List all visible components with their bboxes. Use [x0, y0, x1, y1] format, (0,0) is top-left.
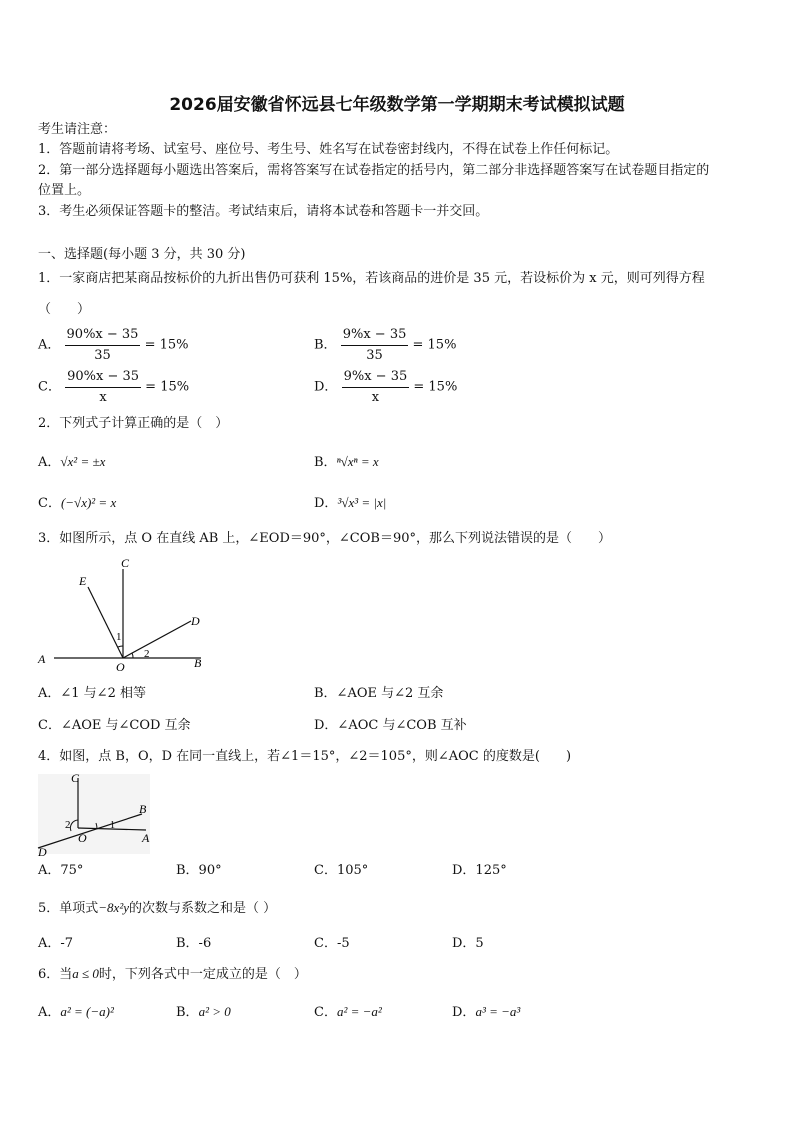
q6-stem: 6．当a ≤ 0时，下列各式中一定成立的是（ ） [38, 966, 307, 982]
q4-label-b: B [139, 802, 147, 816]
q4-figure [34, 770, 154, 860]
q4-label-2: 2 [65, 819, 71, 831]
q4-option-a[interactable]: A．75° [38, 863, 84, 878]
q4-option-d[interactable]: D．125° [452, 863, 507, 878]
q3-label-o: O [116, 660, 125, 674]
q3-option-a[interactable]: A．∠1 与∠2 相等 [38, 686, 146, 701]
q2-option-b[interactable]: B．ⁿ√xⁿ = x [314, 454, 379, 470]
q2-stem: 2．下列式子计算正确的是（ ） [38, 416, 229, 431]
notice-heading: 考生请注意： [38, 122, 117, 137]
q1-a-fraction: $\frac{90\%x - 35}{35}$ [66, 327, 139, 363]
q4-label-c: C [71, 771, 80, 785]
q4-label-1: 1 [110, 820, 115, 831]
q6-option-c[interactable]: C．a² = −a² [314, 1004, 382, 1020]
q5-option-c[interactable]: C．-5 [314, 936, 350, 951]
q6-condition: a ≤ 0 [72, 966, 99, 981]
q1-option-b[interactable]: B． $\frac{9\%x - 35}{35}$ = 15% [314, 325, 456, 366]
q1-c-fraction: $\frac{90\%x - 35}{x}$ [67, 369, 140, 405]
q1-b-fraction: $\frac{9\%x - 35}{35}$ [342, 327, 407, 363]
q4-option-c[interactable]: C．105° [314, 863, 369, 878]
q1-option-d[interactable]: D． $\frac{9\%x - 35}{x}$ = 15% [314, 367, 457, 408]
q1-d-fraction: $\frac{9\%x - 35}{x}$ [343, 369, 408, 405]
q4-stem: 4．如图，点 B，O，D 在同一直线上，若∠1＝15°，∠2＝105°，则∠AOC 的度数是( ) [38, 749, 572, 764]
notice-item-2: 2．第一部分选择题每小题选出答案后，需将答案写在试卷指定的括号内，第二部分非选择题答案写在试卷题目指定的 [38, 163, 710, 178]
q5-option-b[interactable]: B．-6 [176, 936, 212, 951]
q3-label-d: D [191, 614, 200, 628]
q1-option-c[interactable]: C． $\frac{90\%x - 35}{x}$ = 15% [38, 367, 189, 408]
q1-paren: （ ） [38, 302, 91, 317]
q3-option-d[interactable]: D．∠AOC 与∠COB 互补 [314, 718, 467, 733]
q2-option-c[interactable]: C．(−√x)² = x [38, 495, 117, 511]
section-heading: 一、选择题(每小题 3 分，共 30 分) [38, 247, 246, 262]
q2-option-a[interactable]: A．√x² = ±x [38, 454, 106, 470]
q3-option-b[interactable]: B．∠AOE 与∠2 互余 [314, 686, 444, 701]
q1-option-a[interactable]: A． $\frac{90\%x - 35}{35}$ = 15% [38, 325, 189, 366]
q4-label-o: O [78, 831, 87, 845]
q5-option-d[interactable]: D．5 [452, 936, 484, 951]
page-title: 2026届安徽省怀远县七年级数学第一学期期末考试模拟试题 [169, 95, 625, 115]
q3-label-a: A [38, 652, 46, 666]
notice-item-2-cont: 位置上。 [38, 183, 91, 198]
q3-label-e: E [79, 574, 87, 588]
q5-stem: 5．单项式−8x²y的次数与系数之和是（ ） [38, 900, 277, 916]
q3-stem: 3．如图所示，点 O 在直线 AB 上，∠EOD＝90°，∠COB＝90°，那么下列说法错误的是（ ） [38, 531, 611, 546]
q4-label-d: D [38, 845, 47, 859]
notice-item-1: 1．答题前请将考场、试室号、座位号、考生号、姓名写在试卷密封线内，不得在试卷上作任何标记。 [38, 142, 619, 157]
q2-option-d[interactable]: D．³√x³ = |x| [314, 495, 387, 511]
q6-option-d[interactable]: D．a³ = −a³ [452, 1004, 521, 1020]
q3-label-c: C [121, 556, 130, 570]
q6-option-b[interactable]: B．a² > 0 [176, 1004, 231, 1020]
q6-option-a[interactable]: A．a² = (−a)² [38, 1004, 114, 1020]
q3-figure [36, 555, 216, 675]
q4-label-a: A [142, 831, 150, 845]
notice-item-3: 3．考生必须保证答题卡的整洁。考试结束后，请将本试卷和答题卡一并交回。 [38, 204, 489, 219]
q5-monomial: −8x²y [98, 900, 129, 915]
q3-label-2: 2 [144, 648, 150, 660]
q4-option-b[interactable]: B．90° [176, 863, 222, 878]
q3-label-b: B [194, 656, 202, 670]
q3-label-1: 1 [116, 631, 122, 643]
q5-option-a[interactable]: A．-7 [38, 936, 74, 951]
q1-stem: 1．一家商店把某商品按标价的九折出售仍可获利 15%，若该商品的进价是 35 元，若设标价为 x 元，则可列得方程 [38, 271, 705, 286]
q3-option-c[interactable]: C．∠AOE 与∠COD 互余 [38, 718, 191, 733]
